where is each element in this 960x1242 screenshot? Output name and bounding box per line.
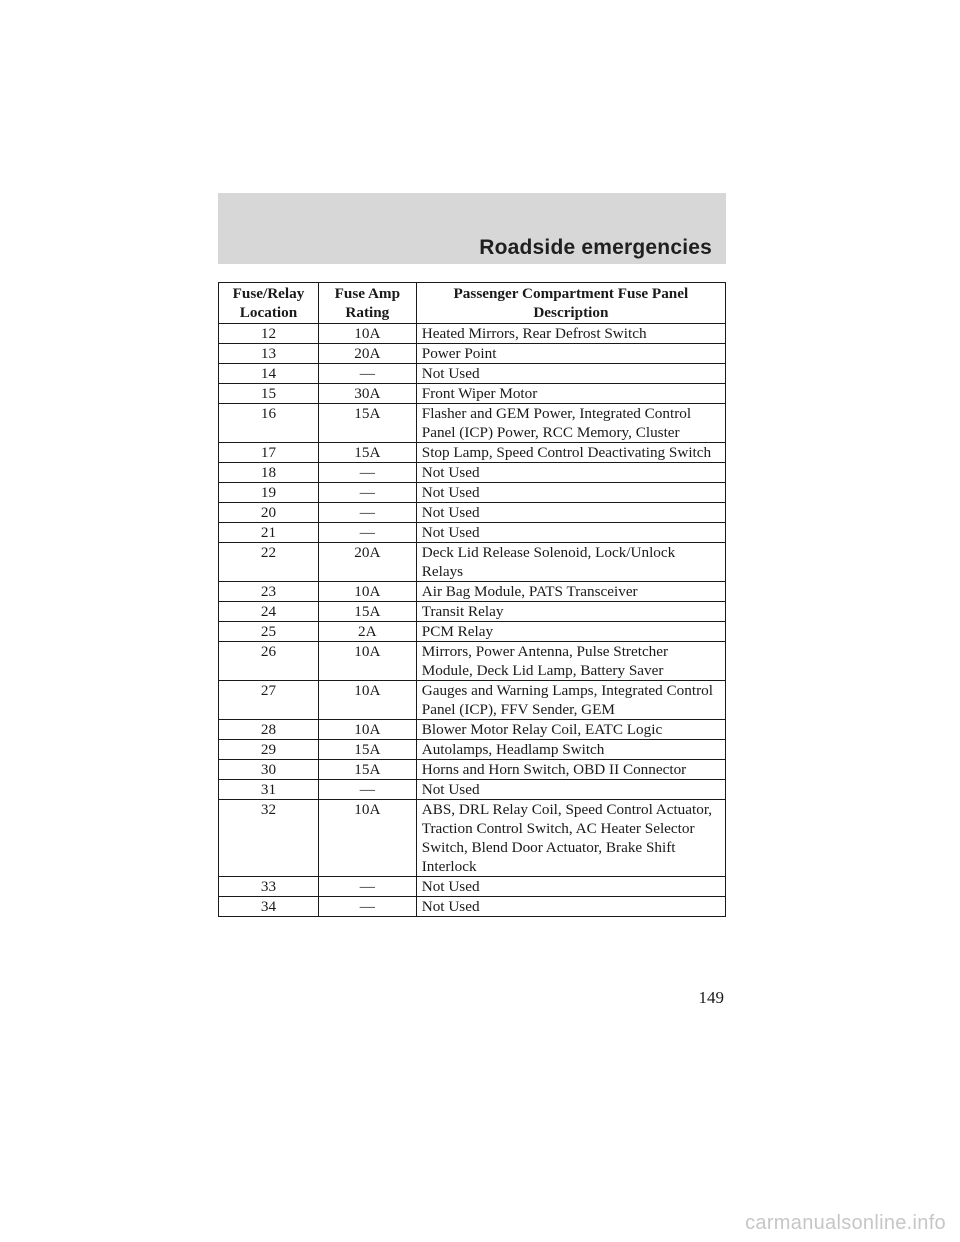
fuse-table (218, 282, 726, 917)
amp-rating-cell: 10A (318, 681, 416, 720)
fuse-location-cell: 27 (219, 681, 319, 720)
amp-rating-cell: — (318, 463, 416, 483)
fuse-location-cell: 34 (219, 897, 319, 917)
table-row (219, 760, 726, 780)
fuse-location-cell: 32 (219, 800, 319, 877)
amp-rating-cell: — (318, 364, 416, 384)
fuse-location-cell: 21 (219, 523, 319, 543)
description-cell: Not Used (416, 483, 725, 503)
table-row (219, 463, 726, 483)
table-row (219, 681, 726, 720)
header-amp-rating: Fuse Amp Rating (318, 283, 416, 324)
description-cell: Mirrors, Power Antenna, Pulse Stretcher Module, Deck Lid Lamp, Battery Saver (416, 642, 725, 681)
description-cell: Not Used (416, 463, 725, 483)
table-header-row (219, 283, 726, 324)
amp-rating-cell: 15A (318, 760, 416, 780)
description-cell: Not Used (416, 523, 725, 543)
fuse-location-cell: 15 (219, 384, 319, 404)
amp-rating-cell: — (318, 897, 416, 917)
amp-rating-cell: — (318, 877, 416, 897)
table-row (219, 897, 726, 917)
description-cell: Transit Relay (416, 602, 725, 622)
amp-rating-cell: 15A (318, 443, 416, 463)
table-row (219, 443, 726, 463)
watermark: carmanualsonline.info (745, 1212, 946, 1234)
section-title: Roadside emergencies (479, 236, 712, 259)
description-cell: Heated Mirrors, Rear Defrost Switch (416, 324, 725, 344)
amp-rating-cell: — (318, 780, 416, 800)
fuse-location-cell: 19 (219, 483, 319, 503)
table-row (219, 602, 726, 622)
fuse-location-cell: 24 (219, 602, 319, 622)
description-cell: Air Bag Module, PATS Transceiver (416, 582, 725, 602)
description-cell: Flasher and GEM Power, Integrated Control Panel (ICP) Power, RCC Memory, Cluster (416, 404, 725, 443)
amp-rating-cell: 20A (318, 543, 416, 582)
description-cell: PCM Relay (416, 622, 725, 642)
table-row (219, 364, 726, 384)
table-row (219, 622, 726, 642)
description-cell: Gauges and Warning Lamps, Integrated Control Panel (ICP), FFV Sender, GEM (416, 681, 725, 720)
fuse-location-cell: 22 (219, 543, 319, 582)
page-number: 149 (698, 988, 724, 1007)
amp-rating-cell: 15A (318, 740, 416, 760)
amp-rating-cell: 10A (318, 720, 416, 740)
description-cell: Not Used (416, 877, 725, 897)
description-cell: Not Used (416, 364, 725, 384)
fuse-location-cell: 16 (219, 404, 319, 443)
fuse-location-cell: 28 (219, 720, 319, 740)
amp-rating-cell: 15A (318, 404, 416, 443)
description-cell: Not Used (416, 897, 725, 917)
table-row (219, 344, 726, 364)
table-row (219, 877, 726, 897)
table-row (219, 483, 726, 503)
fuse-location-cell: 30 (219, 760, 319, 780)
table-row (219, 404, 726, 443)
table-row (219, 384, 726, 404)
amp-rating-cell: 20A (318, 344, 416, 364)
amp-rating-cell: 15A (318, 602, 416, 622)
fuse-location-cell: 14 (219, 364, 319, 384)
table-row (219, 582, 726, 602)
header-description: Passenger Compartment Fuse Panel Description (416, 283, 725, 324)
table-row (219, 800, 726, 877)
fuse-location-cell: 33 (219, 877, 319, 897)
fuse-location-cell: 13 (219, 344, 319, 364)
table-row (219, 740, 726, 760)
description-cell: Blower Motor Relay Coil, EATC Logic (416, 720, 725, 740)
table-row (219, 324, 726, 344)
description-cell: Front Wiper Motor (416, 384, 725, 404)
amp-rating-cell: 10A (318, 642, 416, 681)
amp-rating-cell: — (318, 503, 416, 523)
table-row (219, 780, 726, 800)
fuse-location-cell: 23 (219, 582, 319, 602)
table-row (219, 720, 726, 740)
table-row (219, 503, 726, 523)
header-location: Fuse/Relay Location (219, 283, 319, 324)
amp-rating-cell: 10A (318, 324, 416, 344)
section-header (218, 193, 726, 264)
table-row (219, 543, 726, 582)
amp-rating-cell: 2A (318, 622, 416, 642)
description-cell: ABS, DRL Relay Coil, Speed Control Actuator, Traction Control Switch, AC Heater Selector Switch, Blend Door Actuator, Brake Shift Interlock (416, 800, 725, 877)
description-cell: Not Used (416, 780, 725, 800)
description-cell: Horns and Horn Switch, OBD II Connector (416, 760, 725, 780)
description-cell: Power Point (416, 344, 725, 364)
table-body (219, 324, 726, 917)
table-row (219, 523, 726, 543)
amp-rating-cell: 10A (318, 800, 416, 877)
description-cell: Not Used (416, 503, 725, 523)
fuse-location-cell: 12 (219, 324, 319, 344)
fuse-location-cell: 31 (219, 780, 319, 800)
amp-rating-cell: 30A (318, 384, 416, 404)
description-cell: Stop Lamp, Speed Control Deactivating Switch (416, 443, 725, 463)
fuse-location-cell: 25 (219, 622, 319, 642)
table-row (219, 642, 726, 681)
amp-rating-cell: — (318, 523, 416, 543)
amp-rating-cell: 10A (318, 582, 416, 602)
fuse-location-cell: 29 (219, 740, 319, 760)
fuse-location-cell: 18 (219, 463, 319, 483)
fuse-location-cell: 20 (219, 503, 319, 523)
description-cell: Deck Lid Release Solenoid, Lock/Unlock Relays (416, 543, 725, 582)
fuse-location-cell: 17 (219, 443, 319, 463)
amp-rating-cell: — (318, 483, 416, 503)
fuse-location-cell: 26 (219, 642, 319, 681)
description-cell: Autolamps, Headlamp Switch (416, 740, 725, 760)
